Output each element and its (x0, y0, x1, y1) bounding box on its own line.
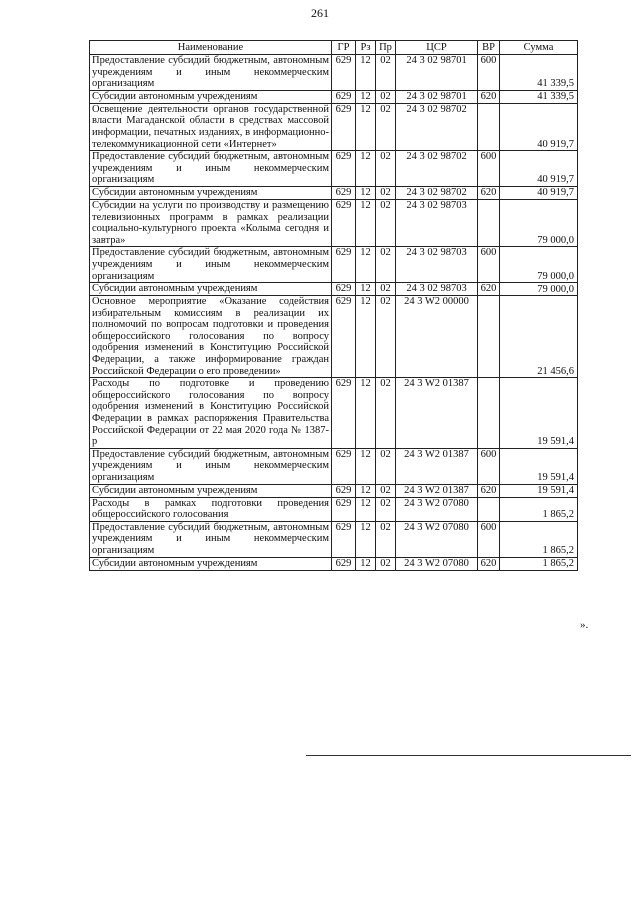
cell-pr: 02 (376, 283, 396, 296)
cell-vr (478, 199, 500, 246)
table-row (90, 484, 578, 497)
cell-gr: 629 (332, 151, 356, 187)
cell-csr: 24 3 02 98702 (396, 186, 478, 199)
cell-sum: 41 339,5 (500, 55, 578, 91)
cell-name: Расходы по подготовке и проведению общероссийского голосования по вопросу одобрения изменений в Конституцию Российской Федерации в рамках распоряжения Правительства Российской Федерации от 22 мая 2020 года № 1387-р (90, 378, 332, 449)
cell-sum: 1 865,2 (500, 557, 578, 570)
cell-sum: 41 339,5 (500, 90, 578, 103)
cell-csr: 24 3 W2 07080 (396, 557, 478, 570)
cell-rz: 12 (356, 90, 376, 103)
cell-pr: 02 (376, 296, 396, 378)
table-row (90, 247, 578, 283)
cell-csr: 24 3 02 98702 (396, 151, 478, 187)
cell-pr: 02 (376, 55, 396, 91)
cell-pr: 02 (376, 151, 396, 187)
cell-rz: 12 (356, 151, 376, 187)
cell-csr: 24 3 02 98703 (396, 283, 478, 296)
header-csr: ЦСР (396, 41, 478, 55)
cell-sum: 21 456,6 (500, 296, 578, 378)
table-row (90, 55, 578, 91)
cell-name: Расходы в рамках подготовки проведения общероссийского голосования (90, 497, 332, 521)
header-pr: Пр (376, 41, 396, 55)
cell-name: Основное мероприятие «Оказание содействия избирательным комиссиям в реализации их полномочий по вопросам подготовки и проведения общероссийского голосования по вопросу одобрения изменений в Конституцию Российской Федерации, а также информирование граждан Российской Федерации о его проведении» (90, 296, 332, 378)
cell-sum: 19 591,4 (500, 484, 578, 497)
cell-sum: 1 865,2 (500, 521, 578, 557)
cell-pr: 02 (376, 557, 396, 570)
cell-gr: 629 (332, 557, 356, 570)
table-row (90, 199, 578, 246)
cell-gr: 629 (332, 55, 356, 91)
cell-sum: 79 000,0 (500, 199, 578, 246)
cell-vr: 600 (478, 521, 500, 557)
cell-vr: 600 (478, 448, 500, 484)
cell-csr: 24 3 W2 07080 (396, 521, 478, 557)
cell-pr: 02 (376, 521, 396, 557)
table-row (90, 186, 578, 199)
table-row (90, 103, 578, 150)
cell-name: Предоставление субсидий бюджетным, автономным учреждениям и иным некоммерческим организациям (90, 521, 332, 557)
cell-name: Предоставление субсидий бюджетным, автономным учреждениям и иным некоммерческим организациям (90, 448, 332, 484)
cell-vr: 600 (478, 247, 500, 283)
cell-name: Субсидии на услуги по производству и размещению телевизионных программ в рамках реализации социально-культурного проекта «Колыма сегодня и завтра» (90, 199, 332, 246)
cell-gr: 629 (332, 448, 356, 484)
cell-name: Субсидии автономным учреждениям (90, 557, 332, 570)
cell-pr: 02 (376, 247, 396, 283)
cell-rz: 12 (356, 378, 376, 449)
cell-rz: 12 (356, 247, 376, 283)
cell-rz: 12 (356, 557, 376, 570)
cell-csr: 24 3 02 98701 (396, 55, 478, 91)
cell-gr: 629 (332, 521, 356, 557)
cell-rz: 12 (356, 103, 376, 150)
cell-csr: 24 3 02 98701 (396, 90, 478, 103)
cell-rz: 12 (356, 497, 376, 521)
table-row (90, 151, 578, 187)
cell-rz: 12 (356, 448, 376, 484)
cell-rz: 12 (356, 199, 376, 246)
header-gr: ГР (332, 41, 356, 55)
table-row (90, 557, 578, 570)
cell-vr: 600 (478, 55, 500, 91)
cell-sum: 19 591,4 (500, 448, 578, 484)
cell-csr: 24 3 02 98703 (396, 199, 478, 246)
cell-sum: 19 591,4 (500, 378, 578, 449)
cell-csr: 24 3 W2 00000 (396, 296, 478, 378)
table-row (90, 448, 578, 484)
cell-gr: 629 (332, 497, 356, 521)
cell-name: Субсидии автономным учреждениям (90, 90, 332, 103)
cell-vr (478, 378, 500, 449)
cell-csr: 24 3 W2 07080 (396, 497, 478, 521)
cell-pr: 02 (376, 186, 396, 199)
budget-table (89, 40, 578, 571)
page-number: 261 (311, 6, 329, 20)
cell-vr: 620 (478, 90, 500, 103)
footer-rule (306, 755, 631, 756)
cell-vr: 620 (478, 557, 500, 570)
cell-sum: 40 919,7 (500, 186, 578, 199)
cell-sum: 40 919,7 (500, 151, 578, 187)
header-vr: ВР (478, 41, 500, 55)
cell-name: Субсидии автономным учреждениям (90, 283, 332, 296)
closing-quote: ». (580, 619, 589, 631)
table-row (90, 90, 578, 103)
cell-vr: 620 (478, 283, 500, 296)
table-row (90, 378, 578, 449)
cell-sum: 40 919,7 (500, 103, 578, 150)
cell-pr: 02 (376, 497, 396, 521)
cell-gr: 629 (332, 283, 356, 296)
cell-vr: 620 (478, 186, 500, 199)
cell-vr: 600 (478, 151, 500, 187)
cell-rz: 12 (356, 484, 376, 497)
table-row (90, 283, 578, 296)
cell-gr: 629 (332, 378, 356, 449)
cell-gr: 629 (332, 199, 356, 246)
table-header-row (90, 41, 578, 55)
cell-vr (478, 103, 500, 150)
cell-gr: 629 (332, 90, 356, 103)
table-row (90, 296, 578, 378)
cell-vr (478, 497, 500, 521)
cell-pr: 02 (376, 90, 396, 103)
cell-pr: 02 (376, 103, 396, 150)
cell-rz: 12 (356, 521, 376, 557)
cell-name: Предоставление субсидий бюджетным, автономным учреждениям и иным некоммерческим организациям (90, 247, 332, 283)
cell-sum: 1 865,2 (500, 497, 578, 521)
cell-pr: 02 (376, 484, 396, 497)
cell-gr: 629 (332, 484, 356, 497)
cell-sum: 79 000,0 (500, 247, 578, 283)
cell-vr: 620 (478, 484, 500, 497)
cell-pr: 02 (376, 448, 396, 484)
cell-rz: 12 (356, 186, 376, 199)
cell-csr: 24 3 02 98703 (396, 247, 478, 283)
table-row (90, 521, 578, 557)
header-name: Наименование (90, 41, 332, 55)
cell-rz: 12 (356, 55, 376, 91)
cell-pr: 02 (376, 378, 396, 449)
cell-name: Субсидии автономным учреждениям (90, 484, 332, 497)
cell-rz: 12 (356, 296, 376, 378)
cell-gr: 629 (332, 296, 356, 378)
cell-csr: 24 3 02 98702 (396, 103, 478, 150)
cell-sum: 79 000,0 (500, 283, 578, 296)
cell-csr: 24 3 W2 01387 (396, 448, 478, 484)
cell-gr: 629 (332, 186, 356, 199)
cell-name: Предоставление субсидий бюджетным, автономным учреждениям и иным некоммерческим организациям (90, 151, 332, 187)
cell-csr: 24 3 W2 01387 (396, 484, 478, 497)
cell-csr: 24 3 W2 01387 (396, 378, 478, 449)
cell-rz: 12 (356, 283, 376, 296)
cell-name: Субсидии автономным учреждениям (90, 186, 332, 199)
cell-gr: 629 (332, 103, 356, 150)
cell-gr: 629 (332, 247, 356, 283)
cell-name: Освещение деятельности органов государственной власти Магаданской области в средствах массовой информации, печатных изданиях, в информационно-телекоммуникационной сети «Интернет» (90, 103, 332, 150)
cell-vr (478, 296, 500, 378)
cell-pr: 02 (376, 199, 396, 246)
cell-name: Предоставление субсидий бюджетным, автономным учреждениям и иным некоммерческим организациям (90, 55, 332, 91)
table-row (90, 497, 578, 521)
header-sum: Сумма (500, 41, 578, 55)
header-rz: Рз (356, 41, 376, 55)
